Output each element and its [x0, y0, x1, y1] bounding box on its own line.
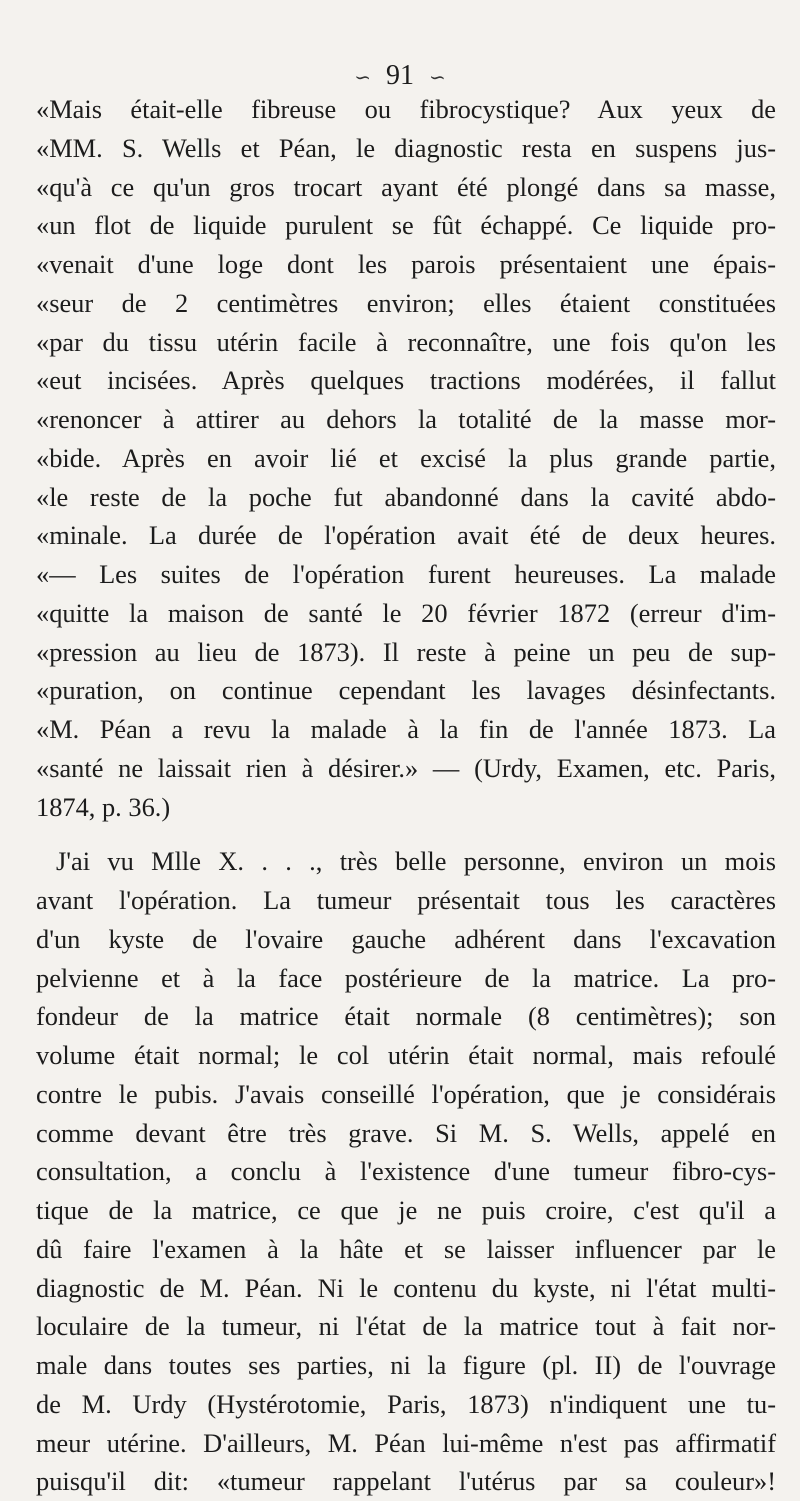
text-line: male dans toutes ses parties, ni la figure (pl. II) de l'ouvrage — [36, 1350, 776, 1380]
text-line: «venait d'une loge dont les parois présentaient une épais- — [36, 249, 776, 279]
body-text — [36, 90, 776, 1501]
text-line: «seur de 2 centimètres environ; elles étaient constituées — [36, 287, 776, 318]
text-line: «Mais était-elle fibreuse ou fibrocystique? Aux yeux de — [36, 94, 776, 124]
text-line: «par du tissu utérin facile à reconnaître, une fois qu'on les — [36, 326, 776, 357]
page-header — [0, 62, 800, 90]
text-line: loculaire de la tumeur, ni l'état de la matrice tout à fait nor- — [36, 1311, 776, 1342]
text-line: «— Les suites de l'opération furent heureuses. La malade — [36, 559, 776, 589]
text-line: «puration, on continue cependant les lavages désinfectants. — [36, 675, 776, 706]
quoted-paragraph — [36, 90, 776, 826]
text-line: dû faire l'examen à la hâte et se laisser influencer par le — [36, 1233, 776, 1264]
right-ornament-icon: ∽ — [429, 66, 446, 89]
text-line: contre le pubis. J'avais conseillé l'opération, que je considérais — [36, 1078, 776, 1109]
text-line: «minale. La durée de l'opération avait été de deux heures. — [36, 520, 776, 551]
text-line: «MM. S. Wells et Péan, le diagnostic resta en suspens jus- — [36, 132, 776, 163]
text-line: «santé ne laissait rien à désirer.» — (Urdy, Examen, etc. Paris, — [36, 752, 776, 783]
text-line: consultation, a conclu à l'existence d'une tumeur fibro-cys- — [36, 1156, 776, 1187]
text-line: J'ai vu Mlle X. . . ., très belle personne, environ un mois — [56, 846, 776, 877]
text-line: «qu'à ce qu'un gros trocart ayant été plongé dans sa masse, — [36, 171, 776, 202]
text-line: «quitte la maison de santé le 20 février 1872 (erreur d'im- — [36, 597, 776, 628]
left-ornament-icon: ∽ — [354, 66, 371, 89]
text-line: «eut incisées. Après quelques tractions modérées, il fallut — [36, 365, 776, 396]
text-line: diagnostic de M. Péan. Ni le contenu du kyste, ni l'état multi- — [36, 1272, 776, 1303]
text-line: «le reste de la poche fut abandonné dans la cavité abdo- — [36, 481, 776, 512]
text-line: volume était normal; le col utérin était normal, mais refoulé — [36, 1040, 776, 1070]
text-line: «M. Péan a revu la malade à la fin de l'année 1873. La — [36, 714, 776, 744]
text-line: 1874, p. 36.) — [36, 791, 171, 822]
text-line: meur utérine. D'ailleurs, M. Péan lui-même n'est pas affirmatif — [36, 1427, 776, 1458]
text-line: fondeur de la matrice était normale (8 centimètres); son — [36, 1001, 776, 1032]
text-line: «un flot de liquide purulent se fût échappé. Ce liquide pro- — [36, 210, 776, 241]
text-line: d'un kyste de l'ovaire gauche adhérent dans l'excavation — [36, 923, 776, 954]
text-line: comme devant être très grave. Si M. S. Wells, appelé en — [36, 1117, 776, 1148]
text-line: «bide. Après en avoir lié et excisé la plus grande partie, — [36, 442, 776, 473]
text-line: de M. Urdy (Hystérotomie, Paris, 1873) n'indiquent une tu- — [36, 1388, 776, 1419]
main-paragraph — [36, 842, 776, 1501]
paragraph-gap — [36, 826, 776, 842]
text-line: tique de la matrice, ce que je ne puis croire, c'est qu'il a — [36, 1195, 776, 1225]
text-line: «renoncer à attirer au dehors la totalité de la masse mor- — [36, 404, 776, 434]
text-line: puisqu'il dit: «tumeur rappelant l'utérus par sa couleur»! — [36, 1466, 776, 1497]
text-line: «pression au lieu de 1873). Il reste à peine un peu de sup- — [36, 636, 776, 667]
text-line: pelvienne et à la face postérieure de la matrice. La pro- — [36, 962, 776, 993]
text-line: avant l'opération. La tumeur présentait tous les caractères — [36, 885, 776, 915]
page-number: 91 — [386, 60, 414, 91]
